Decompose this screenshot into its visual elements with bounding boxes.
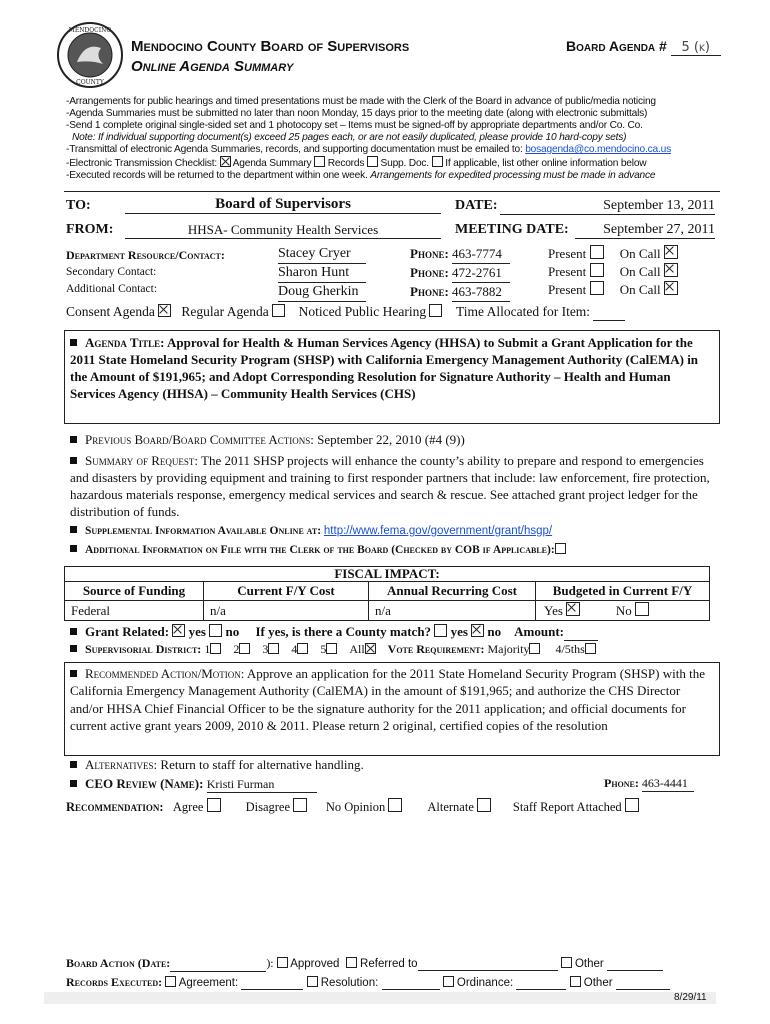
- checkbox-staff-report[interactable]: [625, 798, 639, 812]
- checkbox-agreement[interactable]: [165, 976, 176, 987]
- supplemental-info: Supplemental Information Available Online at: http://www.fema.gov/government/grant/hsgp/: [70, 525, 552, 537]
- alternatives: Alternatives: Return to staff for alternative handling.: [70, 757, 364, 773]
- checkbox-district-1[interactable]: [210, 643, 221, 654]
- agenda-title: Agenda Title: Approval for Health & Human Services Agency (HHSA) to Submit a Grant Application for the 2011 State Homeland Security Program (SHSP) with California Emergency Management Authority (CalEMA) in the Amount of $191,965; and Adopt Corresponding Resolution for Signature Authority – Health and Human Services Agency (HHSA) – Community Health Services (CHS): [70, 335, 699, 401]
- district-row: Supervisorial District: 1 2 3 4 5 All Vote Requirement: Majority 4/5ths: [70, 642, 596, 657]
- checkbox-match-yes[interactable]: [434, 624, 447, 637]
- contact-name-field[interactable]: Sharon Hunt: [278, 264, 366, 283]
- checkbox-approved[interactable]: [277, 957, 288, 968]
- checkbox-present[interactable]: [590, 281, 604, 295]
- agreement-field[interactable]: [241, 977, 303, 990]
- checkbox-present[interactable]: [590, 263, 604, 277]
- instruction-line: -Agenda Summaries must be submitted no later than noon Monday, 15 days prior to the meeting date (along with electronic submittals): [66, 108, 648, 119]
- checkbox-on-call[interactable]: [664, 281, 678, 295]
- checkbox-consent[interactable]: [158, 304, 171, 317]
- date-label: DATE:: [455, 198, 498, 213]
- fiscal-title: FISCAL IMPACT:: [65, 567, 710, 582]
- meeting-date-field[interactable]: September 27, 2011: [575, 222, 715, 239]
- fiscal-header: Source of Funding: [65, 582, 204, 601]
- ceo-name-field[interactable]: Kristi Furman: [207, 777, 317, 793]
- divider: [64, 191, 720, 192]
- recommendation-row: Recommendation: Agree Disagree No Opinion Alternate Staff Report Attached: [66, 798, 716, 815]
- fiscal-header: Current F/Y Cost: [204, 582, 369, 601]
- fiscal-header: Annual Recurring Cost: [369, 582, 536, 601]
- phone-field[interactable]: 463-7774: [452, 245, 510, 264]
- phone-field[interactable]: 463-7882: [452, 283, 510, 302]
- fiscal-header: Budgeted in Current F/Y: [536, 582, 710, 601]
- checkbox-agree[interactable]: [207, 798, 221, 812]
- checkbox-vote-four-fifths[interactable]: [585, 643, 596, 654]
- time-allocated-field[interactable]: [593, 304, 625, 321]
- checkbox-agenda-summary[interactable]: [220, 156, 231, 167]
- previous-actions: Previous Board/Board Committee Actions: September 22, 2010 (#4 (9)): [70, 432, 465, 448]
- svg-text:COUNTY: COUNTY: [76, 79, 104, 86]
- fiscal-impact-table: [64, 566, 710, 621]
- instruction-note: Note: If individual supporting document(s) exceed 25 pages each, or are not easily duplicated, please provide 10 hard-copy sets): [72, 132, 627, 143]
- checkbox-on-call[interactable]: [664, 245, 678, 259]
- checkbox-records-other[interactable]: [570, 976, 581, 987]
- checkbox-regular[interactable]: [272, 304, 285, 317]
- records-other-field[interactable]: [616, 977, 670, 990]
- checkbox-present[interactable]: [590, 245, 604, 259]
- agenda-type-row: Consent Agenda Regular Agenda Noticed Public Hearing Time Allocated for Item:: [66, 304, 625, 321]
- checkbox-budgeted-yes[interactable]: [566, 602, 580, 616]
- checkbox-no-opinion[interactable]: [388, 798, 402, 812]
- checkbox-match-no[interactable]: [471, 624, 484, 637]
- phone-field[interactable]: 472-2761: [452, 264, 510, 283]
- summary-of-request: Summary of Request: The 2011 SHSP projects will enhance the county’s ability to prepare and respond to emergencies and disasters by providing equipment and training to first responder partners that include: law enforcement, fire protection, hazardous materials response, emergency medical services and search & rescue. See attached grant project ledger for the distribution of funds.: [70, 453, 710, 519]
- to-field[interactable]: Board of Supervisors: [125, 196, 441, 214]
- date-field[interactable]: September 13, 2011: [500, 198, 715, 215]
- checkbox-additional-info[interactable]: [555, 543, 566, 554]
- checkbox-district-2[interactable]: [239, 643, 250, 654]
- fiscal-cell[interactable]: n/a: [369, 601, 536, 621]
- checkbox-other-info[interactable]: [432, 156, 443, 167]
- email-link[interactable]: bosagenda@co.mendocino.ca.us: [525, 144, 671, 155]
- instruction-checklist: -Electronic Transmission Checklist: Agenda Summary Records Supp. Doc. If applicable, list other online information below: [66, 158, 647, 169]
- records-executed-row: Records Executed: Agreement: Resolution: Ordinance: Other: [66, 975, 670, 990]
- to-label: TO:: [66, 198, 91, 213]
- checkbox-hearing[interactable]: [429, 304, 442, 317]
- checkbox-on-call[interactable]: [664, 263, 678, 277]
- recommended-action: Recommended Action/Motion: Approve an application for the 2011 State Homeland Security Program (SHSP) with the California Emergency Management Authority (CalEMA) in the amount of $191,965; and authorize the CHS Director and/or HHSA Chief Financial Officer to be the signature authority for the 2011 application; and official documents for current active grant years 2009, 2010 & 2011. Please return 2 original, certified copies of the resolution: [70, 666, 705, 734]
- agenda-number-field[interactable]: 5 (k): [671, 40, 721, 56]
- contact-labels: Department Resource/Contact: Secondary Contact: Additional Contact:: [66, 248, 225, 295]
- resolution-field[interactable]: [382, 977, 440, 990]
- presence-block: Present On Call Present On Call Present On Call: [548, 245, 678, 299]
- fiscal-cell[interactable]: n/a: [204, 601, 369, 621]
- contact-phones: Phone: 463-7774 Phone: 472-2761 Phone: 463-7882: [410, 245, 510, 302]
- svg-text:MENDOCINO: MENDOCINO: [68, 27, 112, 34]
- board-action-date-field[interactable]: [170, 956, 266, 972]
- checkbox-grant-no[interactable]: [209, 624, 222, 637]
- ceo-phone-field[interactable]: 463-4441: [642, 776, 694, 792]
- contact-name-field[interactable]: Stacey Cryer: [278, 245, 366, 264]
- ordinance-field[interactable]: [516, 977, 566, 990]
- from-field[interactable]: HHSA- Community Health Services: [125, 222, 441, 239]
- checkbox-district-4[interactable]: [297, 643, 308, 654]
- instruction-line: -Transmittal of electronic Agenda Summaries, records, and supporting documentation must be emailed to: bosagenda@co.mendocino.ca.us: [66, 144, 671, 155]
- meeting-date-label: MEETING DATE:: [455, 222, 569, 237]
- checkbox-supp-doc[interactable]: [367, 156, 378, 167]
- checkbox-vote-majority[interactable]: [529, 643, 540, 654]
- board-action-row: Board Action (Date: ): Approved Referred to Other: [66, 956, 663, 972]
- checkbox-district-all[interactable]: [365, 643, 376, 654]
- additional-info: Additional Information on File with the Clerk of the Board (Checked by COB if Applicable):: [70, 543, 566, 556]
- from-label: FROM:: [66, 222, 114, 237]
- footer-bar: [44, 992, 716, 1004]
- org-title: Mendocino County Board of Supervisors: [131, 38, 410, 55]
- checkbox-records[interactable]: [314, 156, 325, 167]
- checkbox-grant-yes[interactable]: [172, 624, 185, 637]
- checkbox-resolution[interactable]: [307, 976, 318, 987]
- instruction-line: -Send 1 complete original single-sided set and 1 photocopy set – Items must be signed-off by appropriate departments and/or Co. Co.: [66, 120, 643, 131]
- checkbox-budgeted-no[interactable]: [635, 602, 649, 616]
- checkbox-alternate[interactable]: [477, 798, 491, 812]
- instruction-line: -Executed records will be returned to the department within one week. Arrangements for expedited processing must be made in advance: [66, 170, 656, 181]
- budgeted-cell: Yes No: [536, 601, 710, 621]
- contact-name-field[interactable]: Doug Gherkin: [278, 283, 366, 302]
- checkbox-referred[interactable]: [346, 957, 357, 968]
- ceo-phone: Phone: 463-4441: [604, 776, 694, 792]
- fiscal-cell[interactable]: Federal: [65, 601, 204, 621]
- contact-names: [278, 245, 366, 302]
- amount-field[interactable]: [564, 624, 598, 641]
- ceo-review: CEO Review (Name): Kristi Furman: [70, 776, 317, 793]
- checkbox-ordinance[interactable]: [443, 976, 454, 987]
- agenda-number-label: Board Agenda # 5 (k): [566, 38, 721, 56]
- board-other-field[interactable]: [607, 958, 663, 971]
- checkbox-board-other[interactable]: [561, 957, 572, 968]
- grant-related-row: Grant Related: yes no If yes, is there a County match? yes no Amount:: [70, 624, 598, 641]
- county-seal: [57, 22, 123, 88]
- supplemental-link[interactable]: http://www.fema.gov/government/grant/hsgp/: [323, 525, 553, 537]
- referred-to-field[interactable]: [418, 958, 558, 971]
- footer-date: 8/29/11: [674, 992, 707, 1003]
- checkbox-district-5[interactable]: [326, 643, 337, 654]
- instruction-line: -Arrangements for public hearings and timed presentations must be made with the Clerk of the Board in advance of public/media noticing: [66, 96, 656, 107]
- checkbox-district-3[interactable]: [268, 643, 279, 654]
- checkbox-disagree[interactable]: [293, 798, 307, 812]
- form-subtitle: Online Agenda Summary: [131, 58, 294, 75]
- instructions-block: [66, 96, 746, 182]
